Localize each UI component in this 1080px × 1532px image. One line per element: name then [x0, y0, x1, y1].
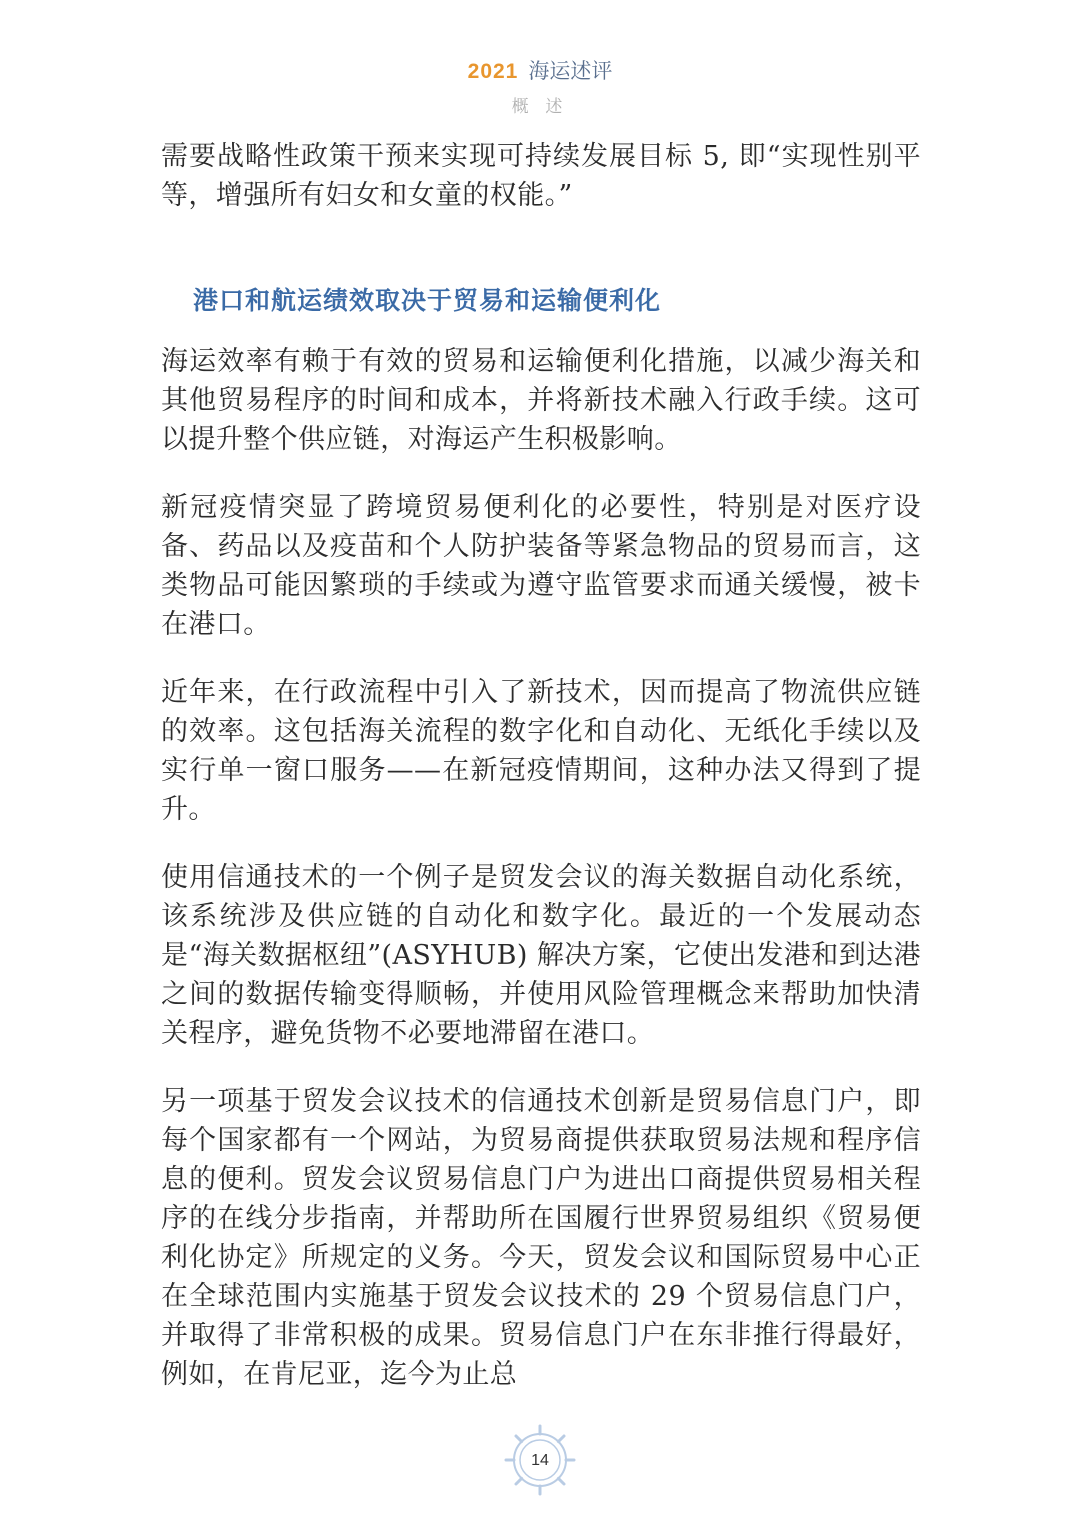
header-title: 海运述评: [528, 60, 613, 83]
page-number: 14: [531, 1452, 549, 1469]
page-header: [0, 58, 1080, 117]
section-heading: 港口和航运绩效取决于贸易和运输便利化: [193, 286, 662, 315]
paragraph: 使用信通技术的一个例子是贸发会议的海关数据自动化系统，该系统涉及供应链的自动化和数字化。最近的一个发展动态是“海关数据枢纽”(ASYHUB) 解决方案，它使出发港和到达港之间的数据传输变得顺畅，并使用风险管理概念来帮助加快清关程序，避免货物不必要地滞留在港口。: [161, 862, 921, 1049]
paragraph: 另一项基于贸发会议技术的信通技术创新是贸易信息门户，即每个国家都有一个网站，为贸易商提供获取贸易法规和程序信息的便利。贸发会议贸易信息门户为进出口商提供贸易相关程序的在线分步指南，并帮助所在国履行世界贸易组织《贸易便利化协定》所规定的义务。今天，贸发会议和国际贸易中心正在全球范围内实施基于贸发会议技术的 29 个贸易信息门户，并取得了非常积极的成果。贸易信息门户在东非推行得最好，例如，在肯尼亚，迄今为止总: [161, 1086, 921, 1390]
header-subtitle: 概 述: [511, 97, 569, 116]
header-title-line: [0, 58, 1080, 86]
page-number-badge: [490, 1418, 590, 1518]
paragraph: 近年来，在行政流程中引入了新技术，因而提高了物流供应链的效率。这包括海关流程的数字化和自动化、无纸化手续以及实行单一窗口服务——在新冠疫情期间，这种办法又得到了提升。: [161, 677, 921, 825]
header-year: 2021: [467, 60, 519, 83]
paragraph: 海运效率有赖于有效的贸易和运输便利化措施，以减少海关和其他贸易程序的时间和成本，并将新技术融入行政手续。这可以提升整个供应链，对海运产生积极影响。: [161, 346, 921, 455]
paragraph-continuation: 需要战略性政策干预来实现可持续发展目标 5, 即“实现性别平等，增强所有妇女和女童的权能。”: [161, 141, 921, 211]
paragraph: 新冠疫情突显了跨境贸易便利化的必要性，特别是对医疗设备、药品以及疫苗和个人防护装备等紧急物品的贸易而言，这类物品可能因繁琐的手续或为遵守监管要求而通关缓慢，被卡在港口。: [161, 492, 921, 640]
body-content: [161, 137, 921, 1423]
